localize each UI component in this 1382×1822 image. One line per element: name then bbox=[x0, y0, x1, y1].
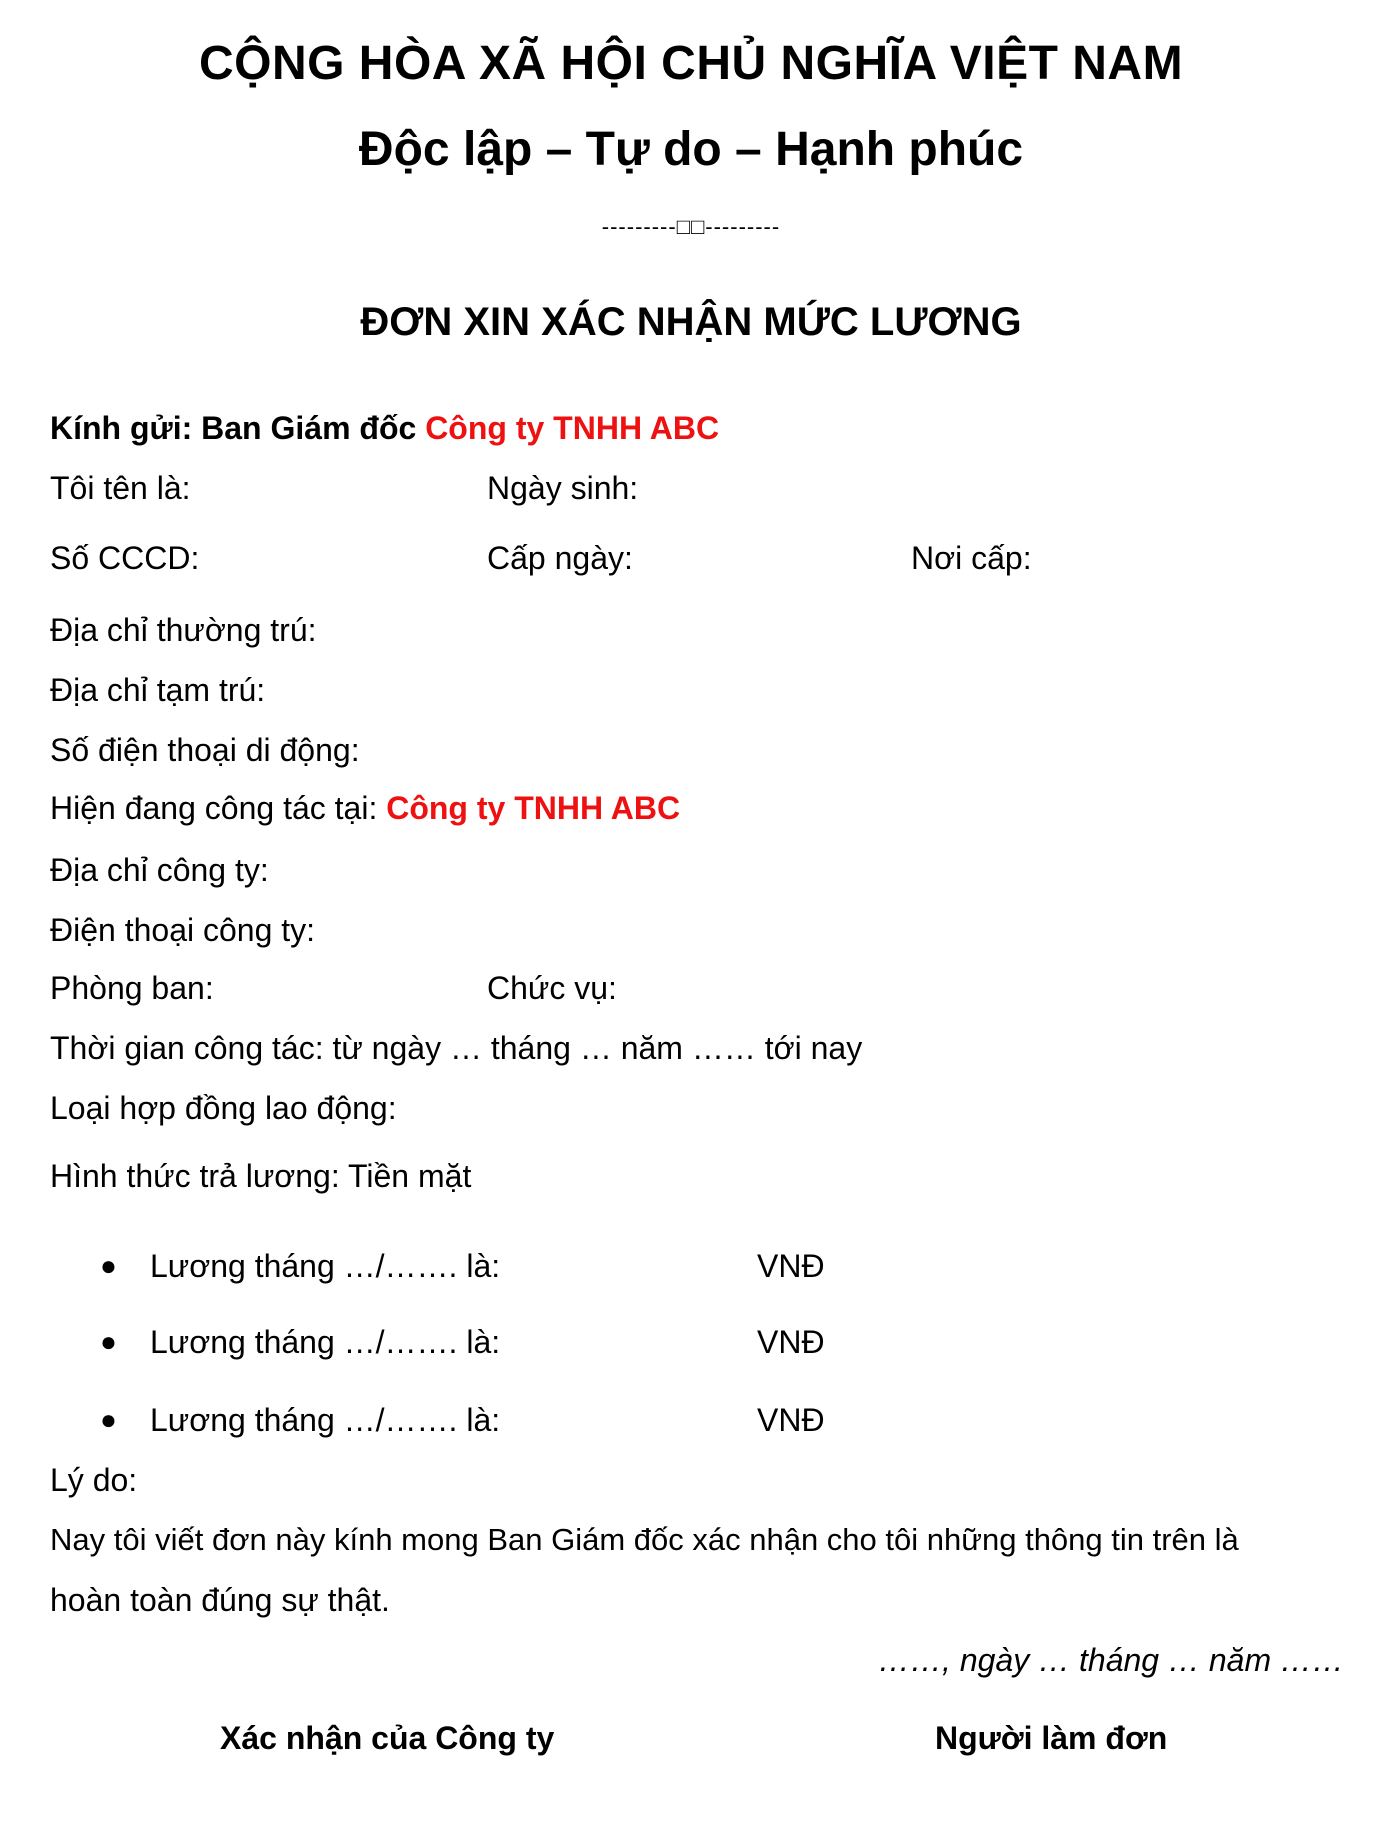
temporary-address-field: Địa chỉ tạm trú: bbox=[50, 672, 266, 708]
closing-paragraph-line-1: Nay tôi viết đơn này kính mong Ban Giám đốc xác nhận cho tôi những thông tin trên là bbox=[50, 1522, 1239, 1557]
salary-unit: VNĐ bbox=[757, 1248, 825, 1284]
issue-date-field: Cấp ngày: bbox=[487, 540, 633, 576]
workplace-company: Công ty TNHH ABC bbox=[386, 790, 681, 826]
workplace-line bbox=[50, 788, 680, 828]
bullet-icon: ● bbox=[100, 1404, 117, 1435]
national-motto: Độc lập – Tự do – Hạnh phúc bbox=[358, 123, 1024, 176]
salary-label: Lương tháng …/……. là: bbox=[150, 1402, 501, 1438]
document-title: ĐƠN XIN XÁC NHẬN MỨC LƯƠNG bbox=[360, 300, 1022, 344]
contract-type-field: Loại hợp đồng lao động: bbox=[50, 1090, 397, 1126]
date-line: ……, ngày … tháng … năm …… bbox=[878, 1642, 1344, 1678]
permanent-address-field: Địa chỉ thường trú: bbox=[50, 612, 317, 648]
bullet-icon: ● bbox=[100, 1250, 117, 1281]
closing-paragraph-line-2: hoàn toàn đúng sự thật. bbox=[50, 1582, 390, 1618]
company-address-field: Địa chỉ công ty: bbox=[50, 852, 269, 888]
reason-field: Lý do: bbox=[50, 1462, 138, 1498]
recipient-label: Kính gửi: Ban Giám đốc bbox=[50, 410, 426, 446]
position-field: Chức vụ: bbox=[487, 970, 617, 1006]
company-confirmation-label: Xác nhận của Công ty bbox=[220, 1720, 555, 1756]
national-title: CỘNG HÒA XÃ HỘI CHỦ NGHĨA VIỆT NAM bbox=[198, 37, 1184, 90]
salary-unit: VNĐ bbox=[757, 1402, 825, 1438]
mobile-field: Số điện thoại di động: bbox=[50, 732, 360, 768]
header-divider: ---------□□--------- bbox=[601, 214, 781, 239]
name-field: Tôi tên là: bbox=[50, 470, 191, 506]
dob-field: Ngày sinh: bbox=[487, 470, 639, 506]
id-number-field: Số CCCD: bbox=[50, 540, 200, 576]
salary-label: Lương tháng …/……. là: bbox=[150, 1324, 501, 1360]
payment-method-field: Hình thức trả lương: Tiền mặt bbox=[50, 1158, 472, 1194]
company-phone-field: Điện thoại công ty: bbox=[50, 912, 316, 948]
salary-label: Lương tháng …/……. là: bbox=[150, 1248, 501, 1284]
workplace-label: Hiện đang công tác tại: bbox=[50, 790, 387, 826]
bullet-icon: ● bbox=[100, 1326, 117, 1357]
applicant-label: Người làm đơn bbox=[935, 1720, 1168, 1756]
salary-unit: VNĐ bbox=[757, 1324, 825, 1360]
recipient-line bbox=[50, 408, 719, 448]
issue-place-field: Nơi cấp: bbox=[911, 540, 1032, 576]
work-period-field: Thời gian công tác: từ ngày … tháng … năm …… tới nay bbox=[50, 1030, 863, 1066]
department-field: Phòng ban: bbox=[50, 970, 214, 1006]
recipient-company: Công ty TNHH ABC bbox=[425, 410, 720, 446]
